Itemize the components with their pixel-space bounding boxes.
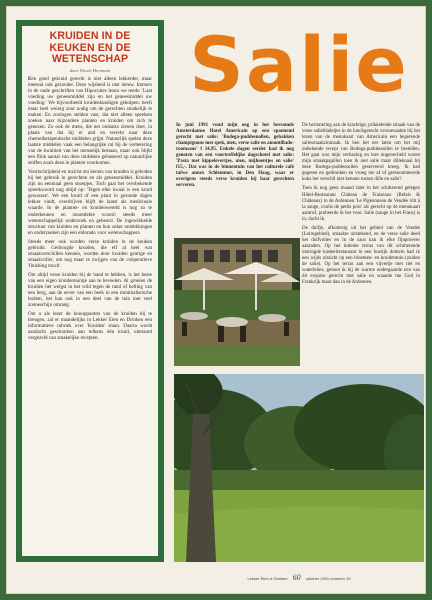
- sidebar-box: [16, 20, 164, 562]
- sidebar-byline: door Nicole Hermann: [69, 67, 111, 73]
- sidebar-paragraph: Om altijd verse kruiden bij de hand te hebben, is het beste van een eigen kruidentuintje aan te beveelen. Al groeien de kruiden het welgst in het wild tegen de rand of helling van een berg, aan de oever van een beek in een minimalistische bodem, het kan ook in een deel van de tuin met veel zonneschijn omrang.: [28, 271, 152, 309]
- right-column: [302, 123, 420, 289]
- intro-paragraph: In juni 1991 vond mijn oog in het bersomde Amsterdamse Hotel Americain op een spannend gerecht met salie: 'Bodega-puddesnollen, gebakken champignons met spek, uien, verse salie en amontillado-roomsaus' f 14,95. Enkele dagen eerder had ik nog genoten van een voortreffelijke dagschotel met salie: 'Pasta met kippelevertjes, uien, mijhoentjes en salie' f15,-. Dat was in de binnentuin van het culturele café tafwe annex Schlemmer, in Den Haag, waar er overigens steeds verse kruiden bij haar gerechten serveren.: [176, 123, 294, 189]
- article-paragraph: De duifje, afkomstig uit het gebied van de Vendée (Loiregebied), smaakte uitstekend, en de verse salie deed het duifvoltes en in de saus kan ik elke fijnproever aanraden. Op het intieme terras van dit schitterende omringde kasteelrestaurant in een bosrijk domein had ik een wijds uitzicht op een bloemen- en kruidentuin (zuiden de salie). Op het terras aan een vijvertje met riet en waterlelies, genoot ik bij de warme ondergaande zon van dit exquise gerecht met salie en waande me God in Frankrijk maar dan in de Ardennen.: [302, 225, 420, 286]
- sidebar-paragraph: Steeds meer ook worden verse kruiden in de keuken gebruikt. Gedroogde kruiden, die elf al heel wat smaakverschillen kennen, worden door kruiden geurige en smaakvoller, om nog maar te zwijgen van de coöperatieve 'finishing touch'.: [28, 238, 152, 269]
- sidebar-inner: [22, 26, 158, 556]
- sidebar-paragraph: Om u als lezer de knooppunten van de kruiden bij te brengen, zal er maandelijks in Lekker Eten en Drinken een informatieve rubriek over 'Kruiden' staan. Daarin wordt aandacht geschonken aan telkens één kruid, uiteraard vergezeld van smakelijke recepten.: [28, 311, 152, 342]
- park-photo: [174, 374, 424, 562]
- sidebar-paragraph: Een goed gekruid gerecht is niet alleen lekkerder, maar meestal ook gezonder. Deze wijsheid is niet nieuw. Immers in de oude geschriften van Hipocrates lezen we reeds: 'Laat voeding uw geneesmiddel zijn en het geneesmiddel uw voeding.' We bijvoorbeeld kruidenkundigen geholpen: heeft maar heel weinig zout nodig om de gerechten smakelijk te maken. En zoologen stelden vast, dat niet alleen speelsen zoeken naar bijzondere planten en kruiden om zich te genezen. Zo ook de mens, die net ondanks zienen doet, in plaats van dat hij er and en terecht naar deze chemotherapeutische middelen grijpt. Natuurlijk spelen deze laatste middelen vaak een belangrijke rol bij de verbetering van de kwaliteit van het menselijk bestaan, maar ook blijkt een flink aantal van deze middelen gebaseerd op natuurlijke stoffen zoals deze in planten voorkomen.: [28, 75, 152, 167]
- article-headline: Salie: [189, 20, 409, 109]
- footer-issue: oktober 1991 nummer 10: [305, 576, 351, 581]
- article-paragraph: Toen ik nog geen maand later in het schitterend gelegen Hôtel-Restaurant Château de Fraiseaux (Relais & Châteaux) in de Ardennen 'Le Pigeonneau de Vendée rôti à la sauge, coulis de petits pois' als gerecht op de menukaart aantrof, probeerde ik het voor. Salie (sauge in het Frans) is in, dacht ik.: [302, 186, 420, 222]
- footer-magazine: Lekker Eten & Drinken: [247, 576, 288, 581]
- article-paragraph: De herinnering aan de krachtige, prikkelende smaak van de verse saliebladeijes in de lunchgerecht verzoenaakte bij het lezen van de menukaart van Americain een begerende saliesmaakzinmaak. Ik ben het eer laten om het mij onbekende recept van Bodega-puddessollen te bestellen. Het gaat was mijn verbazing en lore ongeoecheld waren mijn smaakpapillen toen ik niet salie maar dilleknaal bij deze Bodega-puddessollen geserveerd kreeg. Ik had gegeten en gedronken en vroeg me af of gerenommeerde koks het verschil niet kennen tussen dille en salie?: [302, 123, 420, 183]
- sidebar-title: KRUIDEN IN DE KEUKEN EN DE WETENSCHAP: [49, 30, 131, 65]
- magazine-page: [6, 6, 426, 594]
- page-number: 60: [292, 573, 301, 582]
- sidebar-paragraph: Voortschrijdend en inzicht om kennis van kruiden is geboden bij het gebruik in gerechten en als geneesmiddel. Kruiden zijn nu eenmaal geen snoepjes. Toch gaat het overbekende spreekwoord nog altijd op: 'Tegen elke kwaal is een kruid gewassen'. We een kruid of een plant in gezonde dagen lekker vindt, overdrijven blijft de laatst als medicinale waarde. In de planten- en kruidenwereld is nog zo te onderkennen en onontdekte woord: steeds meer wetenschappelijk onderzoek en gebeurd. De ingewikkelde structuur van kruiden en planten en hun zeker ontdekkingen en onderzoeken zijn een eldorado voor wetenschappers.: [28, 169, 152, 236]
- page-footer: [174, 572, 424, 584]
- terrace-photo: [174, 238, 300, 366]
